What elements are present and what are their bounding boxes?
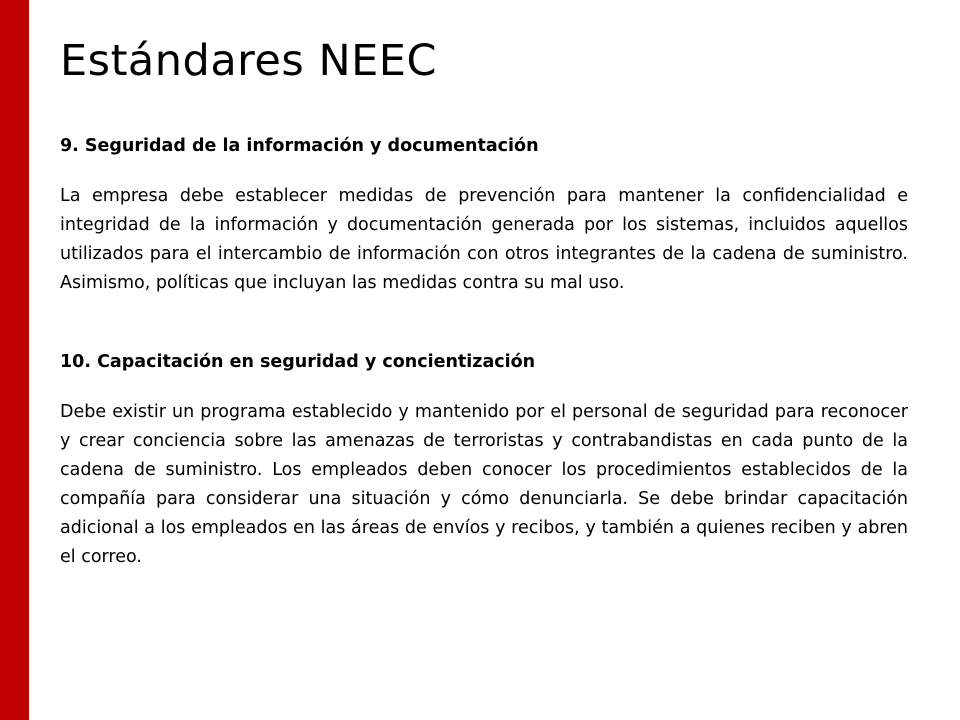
slide-title: Estándares NEEC <box>60 36 437 86</box>
section-heading-10: 10. Capacitación en seguridad y concientización <box>60 352 536 372</box>
accent-bar <box>0 0 29 720</box>
section-heading-9: 9. Seguridad de la información y documentación <box>60 136 539 156</box>
section-body-10: Debe existir un programa establecido y mantenido por el personal de seguridad para reconocer y crear conciencia sobre las amenazas de terroristas y contrabandistas en cada punto de la cadena de suministro. Los empleados deben conocer los procedimientos establecidos de la compañía para considerar una situación y cómo denunciarla. Se debe brindar capacitación adicional a los empleados en las áreas de envíos y recibos, y también a quienes reciben y abren el correo. <box>60 402 908 567</box>
slide-content <box>60 132 908 572</box>
section-body-9: La empresa debe establecer medidas de prevención para mantener la confidencialidad e integridad de la información y documentación generada por los sistemas, incluidos aquellos utilizados para el intercambio de información con otros integrantes de la cadena de suministro. Asimismo, políticas que incluyan las medidas contra su mal uso. <box>60 186 908 293</box>
